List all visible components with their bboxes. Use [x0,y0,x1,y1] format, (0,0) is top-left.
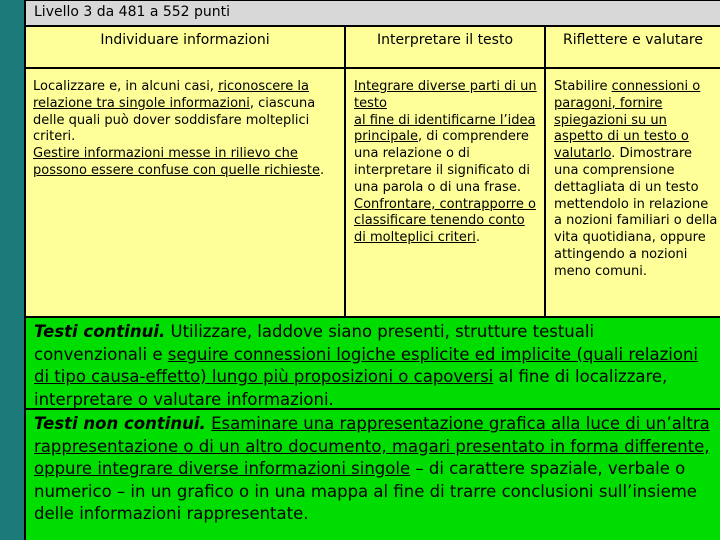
individuare-p3: . [319,162,325,178]
interpretare-u2: al fine di identificarne l’idea principale [354,112,536,145]
slide-page [24,0,720,540]
riflettere-p1: Stabilire [554,79,612,94]
heading-cell-individuare [26,27,344,67]
level-header [26,1,720,25]
interpretare-text [354,79,540,247]
individuare-u2: Gestire informazioni messe in rilievo che possono essere confuse con quelle richieste [33,146,320,178]
individuare-text [33,79,339,180]
heading-interpretare: Interpretare il testo [376,32,514,48]
heading-cell-interpretare [346,27,544,67]
level-title: Livello 3 da 481 a 552 punti [34,4,231,20]
noncontinui-band [26,410,720,540]
individuare-p2: , ciascuna delle quali può dover soddisfare molteplici criteri. [33,95,316,145]
noncontinui-text [34,413,712,526]
body-cell-individuare [26,69,344,316]
continui-text [34,321,712,411]
body-cell-riflettere [546,69,720,316]
individuare-u1: riconoscere la relazione tra singole informazioni [33,79,310,111]
interpretare-u1: Integrare diverse parti di un testo [354,79,537,111]
heading-individuare: Individuare informazioni [100,32,270,48]
heading-cell-riflettere [546,27,720,67]
interpretare-p2: . [475,230,480,246]
noncontinui-label: Testi non continui. [34,414,206,433]
heading-riflettere: Riflettere e valutare [563,32,703,48]
continui-p2: al fine di localizzare, interpretare o valutare informazioni. [34,367,668,409]
riflettere-u1: connessioni o paragoni, fornire spiegazioni su un aspetto di un testo o valutarlo [554,79,701,162]
riflettere-p2: . Dimostrare una comprensione dettagliata di un testo mettendolo in relazione a nozioni familiari o della vita quotidiana, oppure attingendo a nozioni meno comuni. [554,146,718,279]
noncontinui-p1: – di carattere spaziale, verbale o numerico – in un grafico o in una mappa al fine di trarre conclusioni sull’insieme delle informazioni rappresentate. [34,459,697,523]
continui-u1: seguire connessioni logiche esplicite ed implicite (quali relazioni di tipo causa-effetto) lungo più proposizioni o capoversi [34,344,698,386]
continui-p1: Utilizzare, laddove siano presenti, strutture testuali convenzionali e [34,322,595,364]
continui-label: Testi continui. [34,322,166,341]
interpretare-p1: , di comprendere una relazione o di interpretare il significato di una parola o di una frase. [354,129,531,195]
noncontinui-u1: Esaminare una rappresentazione grafica alla luce di un’altra rappresentazione o di un altro documento, magari presentato in forma differente, oppure integrare diverse informazioni singole [34,414,710,478]
continui-band [26,318,720,408]
body-cell-interpretare [346,69,544,316]
interpretare-u3: Confrontare, contrapporre o classificare tenendo conto di molteplici criteri [354,196,536,246]
left-accent-bar [0,0,24,540]
individuare-p1: Localizzare e, in alcuni casi, [33,79,219,94]
riflettere-text [554,79,718,281]
